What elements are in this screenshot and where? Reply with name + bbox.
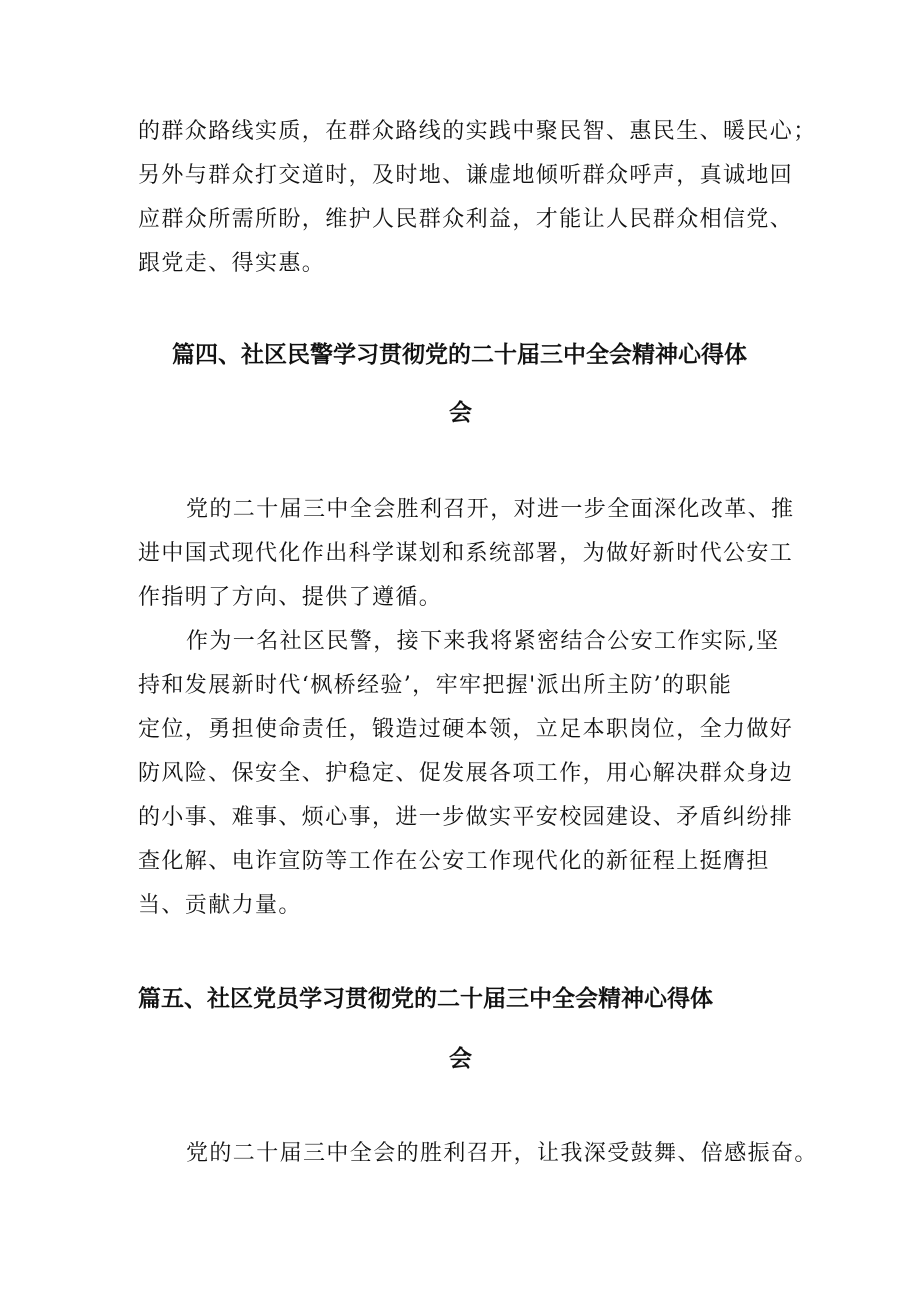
section-four-title-continuation: 会 xyxy=(449,400,472,426)
text-line: 防风险、保安全、护稳定、促发展各项工作，用心解决群众身边 xyxy=(138,761,794,786)
text-line: 作为一名社区民警，接下来我将紧密结合公安工作实际,坚 xyxy=(186,629,780,654)
text-line: 跟党走、得实惠。 xyxy=(138,251,326,276)
text-line: 党的二十届三中全会胜利召开，对进一步全面深化改革、推 xyxy=(186,497,795,522)
text-line: 应群众所需所盼，维护人民群众利益，才能让人民群众相信党、 xyxy=(138,207,794,232)
text-line: 的群众路线实质，在群众路线的实践中聚民智、惠民生、暖民心； xyxy=(138,119,817,144)
section-five-title-continuation: 会 xyxy=(449,1046,472,1072)
section-four-title: 篇四、社区民警学习贯彻党的二十届三中全会精神心得体 xyxy=(172,342,747,368)
text-line: 定位，勇担使命责任，锻造过硬本领，立足本职岗位，全力做好 xyxy=(138,717,794,742)
text-line: 当、贡献力量。 xyxy=(138,893,302,918)
text-line: 党的二十届三中全会的胜利召开，让我深受鼓舞、倍感振奋。 xyxy=(186,1141,818,1166)
text-line: 进中国式现代化作出科学谋划和系统部署，为做好新时代公安工 xyxy=(138,541,794,566)
text-line: 查化解、电诈宣防等工作在公安工作现代化的新征程上挺膺担 xyxy=(138,849,770,874)
text-line: 的小事、难事、烦心事，进一步做实平安校园建设、矛盾纠纷排 xyxy=(138,805,794,830)
text-line: 作指明了方向、提供了遵循。 xyxy=(138,585,443,610)
text-line: 持和发展新时代‘枫桥经验’，牢牢把握'派出所主防’的职能 xyxy=(138,673,733,698)
section-five-title: 篇五、社区党员学习贯彻党的二十届三中全会精神心得体 xyxy=(138,986,713,1012)
text-line: 另外与群众打交道时，及时地、谦虚地倾听群众呼声，真诚地回 xyxy=(138,163,794,188)
